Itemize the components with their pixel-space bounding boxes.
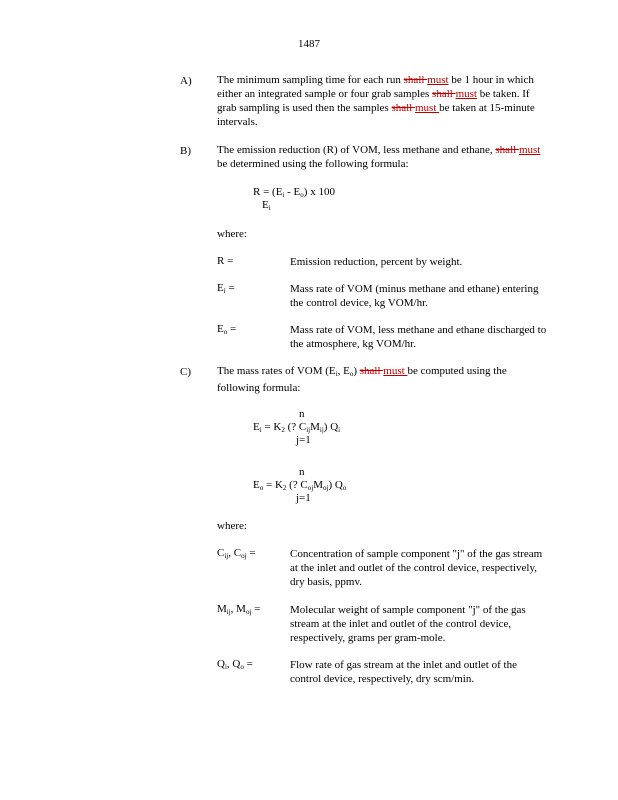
definition-text: Mass rate of VOM, less methane and ethane discharged to the atmosphere, kg VOM/hr. [290, 324, 547, 350]
deleted-text: shall [359, 365, 384, 377]
definition-term: $Q_i$, $Q_o$ = [217, 658, 253, 671]
summation-upper-limit: n [299, 466, 305, 478]
deleted-text: shall [391, 102, 415, 114]
formula-denominator: $E_i$ [262, 199, 271, 212]
section-b-paragraph: The emission reduction (R) of VOM, less methane and ethane, shall must be determined using the following formula: [217, 144, 541, 170]
page-number: 1487 [298, 38, 320, 50]
section-a-label: A) [180, 75, 192, 87]
section-b-label: B) [180, 145, 191, 157]
definition-text: Emission reduction, percent by weight. [290, 256, 463, 268]
definition-term: $M_{ij}$, $M_{oj}$ = [217, 603, 261, 616]
deleted-text: shall [495, 144, 519, 156]
summation-lower-limit: j=1 [296, 492, 311, 504]
definition-text: Mass rate of VOM (minus methane and ethane) entering the control device, kg VOM/hr. [290, 283, 539, 309]
definition-term: $C_{ij}$, $C_{oj}$ = [217, 547, 256, 560]
inserted-text: must [427, 74, 449, 86]
summation-lower-limit: j=1 [296, 434, 311, 446]
outlet-mass-rate-formula: $E_o = K_2$ (? $C_{oj}M_{oj}$) $Q_o$ [253, 479, 347, 492]
definition-text: Flow rate of gas stream at the inlet and outlet of the control device, respectively, dry scm/min. [290, 659, 517, 685]
inserted-text: must [383, 365, 408, 377]
deleted-text: shall [403, 74, 428, 86]
definition-text: Concentration of sample component "j" of the gas stream at the inlet and outlet of the control device, respectively, dry basis, ppmv. [290, 548, 543, 588]
summation-upper-limit: n [299, 408, 305, 420]
emission-reduction-formula: $R = (E_i - E_o)$ x 100 [253, 186, 335, 199]
section-a-paragraph: The minimum sampling time for each run shall must be 1 hour in which either an integrated sample or four grab samples shall must be taken. If grab sampling is used then the samples shall must be taken at 15-minute intervals. [217, 74, 535, 128]
definition-term: $E_i$ = [217, 282, 235, 295]
definition-text: Molecular weight of sample component "j" of the gas stream at the inlet and outlet of the control device, respectively, grams per gram-mole. [290, 604, 526, 644]
section-c-label: C) [180, 366, 191, 378]
where-label: where: [217, 520, 247, 532]
inserted-text: must [414, 102, 440, 114]
definition-term: $E_o$ = [217, 323, 237, 336]
deleted-text: shall [432, 88, 456, 100]
inserted-text: must [455, 88, 477, 100]
definition-term: R = [217, 255, 234, 267]
inlet-mass-rate-formula: $E_i = K_2$ (? $C_{ij}M_{ij}$) $Q_i$ [253, 421, 341, 434]
section-c-paragraph: The mass rates of VOM ($E_i$, $E_o$) shall must be computed using the following formula: [217, 365, 507, 394]
where-label: where: [217, 228, 247, 240]
inserted-text: must [518, 144, 541, 156]
